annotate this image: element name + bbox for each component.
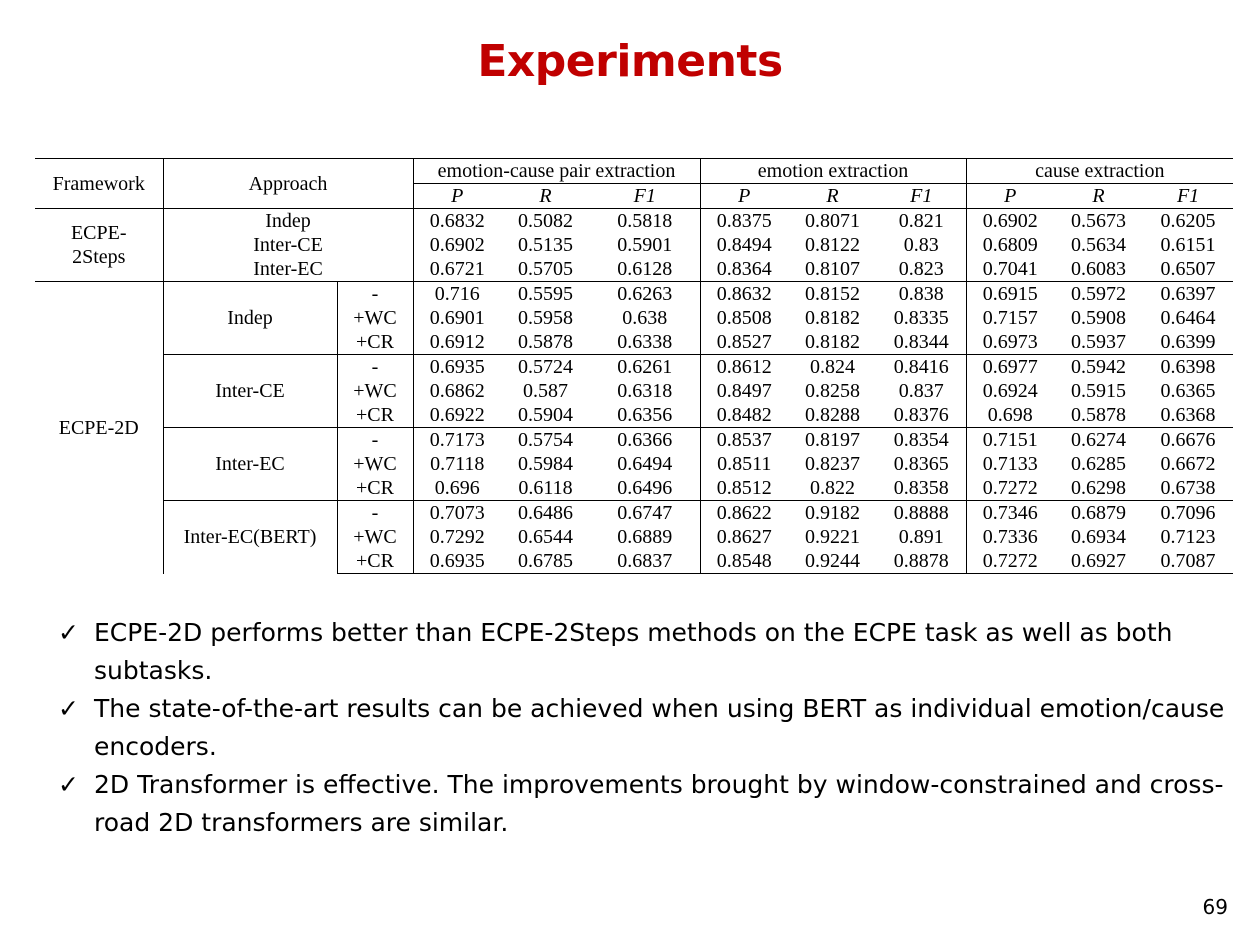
value-cell: 0.6298: [1071, 477, 1127, 499]
value-cell: 0.8358: [893, 477, 949, 499]
value-cell: 0.6901: [413, 306, 501, 330]
value-cell: 0.8365: [893, 453, 949, 475]
header-metric-f1: F1: [633, 185, 656, 207]
header-metric-p: P: [700, 184, 788, 209]
value-cell: 0.6368: [1160, 404, 1216, 426]
value-cell: 0.6318: [617, 380, 673, 402]
results-table: [35, 158, 1233, 574]
value-cell: 0.6889: [617, 526, 673, 548]
value-cell: 0.5673: [1054, 209, 1143, 234]
approach-cell: Indep: [163, 282, 337, 355]
variant-cell: +CR: [337, 403, 413, 428]
value-cell: 0.8416: [877, 355, 966, 380]
value-cell: 0.6486: [501, 501, 590, 526]
value-cell: 0.6356: [617, 404, 673, 426]
header-group-emotion: emotion extraction: [700, 159, 966, 184]
value-cell: 0.8527: [700, 330, 788, 355]
value-cell: 0.8482: [700, 403, 788, 428]
value-cell: 0.7041: [966, 257, 1054, 282]
value-cell: 0.7173: [413, 428, 501, 453]
table-row: [35, 233, 1233, 257]
value-cell: 0.823: [898, 258, 944, 280]
header-metric-f1: F1: [910, 185, 933, 207]
variant-cell: +WC: [337, 452, 413, 476]
value-cell: 0.5595: [501, 282, 590, 307]
value-cell: 0.7123: [1160, 526, 1216, 548]
value-cell: 0.6128: [617, 258, 673, 280]
value-cell: 0.8071: [788, 209, 877, 234]
header-metric-p: P: [966, 184, 1054, 209]
value-cell: 0.8878: [877, 549, 966, 574]
bullet-item: [58, 690, 1228, 766]
value-cell: 0.6973: [966, 330, 1054, 355]
value-cell: 0.6399: [1160, 331, 1216, 353]
header-group-cause: cause extraction: [966, 159, 1233, 184]
value-cell: 0.7133: [966, 452, 1054, 476]
variant-cell: +WC: [337, 525, 413, 549]
value-cell: 0.824: [788, 355, 877, 380]
value-cell: 0.6676: [1143, 428, 1233, 453]
value-cell: 0.7073: [413, 501, 501, 526]
value-cell: 0.6832: [413, 209, 501, 234]
value-cell: 0.83: [903, 234, 939, 256]
table-row: [35, 355, 1233, 380]
value-cell: 0.7087: [1143, 549, 1233, 574]
variant-cell: +WC: [337, 306, 413, 330]
approach-cell: Inter-EC(BERT): [163, 501, 337, 574]
value-cell: 0.8107: [805, 258, 861, 280]
value-cell: 0.5984: [518, 453, 574, 475]
variant-cell: +CR: [337, 330, 413, 355]
value-cell: 0.6912: [413, 330, 501, 355]
value-cell: 0.6205: [1143, 209, 1233, 234]
value-cell: 0.5818: [590, 209, 700, 234]
value-cell: 0.696: [413, 476, 501, 501]
value-cell: 0.6672: [1160, 453, 1216, 475]
value-cell: 0.8632: [700, 282, 788, 307]
variant-cell: +WC: [337, 379, 413, 403]
value-cell: 0.6785: [501, 549, 590, 574]
value-cell: 0.5634: [1071, 234, 1127, 256]
table-row: [35, 428, 1233, 453]
value-cell: 0.6837: [590, 549, 700, 574]
value-cell: 0.716: [413, 282, 501, 307]
variant-cell: -: [337, 282, 413, 307]
value-cell: 0.8182: [805, 307, 861, 329]
framework-label: ECPE-2D: [58, 416, 139, 439]
value-cell: 0.8182: [805, 331, 861, 353]
value-cell: 0.7272: [966, 476, 1054, 501]
value-cell: 0.9182: [788, 501, 877, 526]
value-cell: 0.638: [622, 307, 668, 329]
value-cell: 0.7272: [966, 549, 1054, 574]
header-framework: Framework: [52, 172, 145, 195]
value-cell: 0.6721: [413, 257, 501, 282]
value-cell: 0.8344: [893, 331, 949, 353]
approach-cell: Inter-EC: [163, 428, 337, 501]
value-cell: 0.8511: [700, 452, 788, 476]
value-cell: 0.8497: [700, 379, 788, 403]
value-cell: 0.6274: [1054, 428, 1143, 453]
value-cell: 0.6902: [966, 209, 1054, 234]
value-cell: 0.5754: [501, 428, 590, 453]
value-cell: 0.6464: [1160, 307, 1216, 329]
value-cell: 0.838: [877, 282, 966, 307]
value-cell: 0.587: [523, 380, 569, 402]
value-cell: 0.6927: [1054, 549, 1143, 574]
approach-cell: Inter-CE: [163, 355, 337, 428]
page-number: 69: [1202, 895, 1228, 919]
value-cell: 0.8197: [788, 428, 877, 453]
bullet-item: [58, 766, 1228, 842]
value-cell: 0.5942: [1054, 355, 1143, 380]
value-cell: 0.5901: [617, 234, 673, 256]
value-cell: 0.6747: [590, 501, 700, 526]
checkmark-icon: ✓: [58, 770, 79, 799]
value-cell: 0.8612: [700, 355, 788, 380]
value-cell: 0.837: [898, 380, 944, 402]
bullet-list: [58, 614, 1228, 842]
value-cell: 0.8537: [700, 428, 788, 453]
value-cell: 0.6935: [413, 355, 501, 380]
value-cell: 0.5908: [1071, 307, 1127, 329]
variant-cell: +CR: [337, 549, 413, 574]
approach-cell: Inter-CE: [163, 233, 413, 257]
value-cell: 0.6494: [617, 453, 673, 475]
value-cell: 0.6151: [1160, 234, 1216, 256]
slide-title: Experiments: [477, 36, 783, 87]
value-cell: 0.6263: [590, 282, 700, 307]
variant-cell: -: [337, 355, 413, 380]
value-cell: 0.6915: [966, 282, 1054, 307]
value-cell: 0.6366: [590, 428, 700, 453]
bullet-text: 2D Transformer is effective. The improvements brought by window-constrained and cross-road 2D transformers are similar.: [94, 770, 1224, 837]
bullet-text: ECPE-2D performs better than ECPE-2Steps methods on the ECPE task as well as both subtasks.: [94, 618, 1173, 685]
value-cell: 0.8152: [788, 282, 877, 307]
value-cell: 0.7157: [966, 306, 1054, 330]
value-cell: 0.6261: [590, 355, 700, 380]
value-cell: 0.7346: [966, 501, 1054, 526]
value-cell: 0.5878: [518, 331, 574, 353]
value-cell: 0.8288: [805, 404, 861, 426]
value-cell: 0.8364: [700, 257, 788, 282]
value-cell: 0.891: [898, 526, 944, 548]
value-cell: 0.6083: [1071, 258, 1127, 280]
header-metric-f1: F1: [1176, 185, 1200, 207]
value-cell: 0.5878: [1071, 404, 1127, 426]
value-cell: 0.8627: [700, 525, 788, 549]
value-cell: 0.7336: [966, 525, 1054, 549]
value-cell: 0.7118: [413, 452, 501, 476]
value-cell: 0.9244: [788, 549, 877, 574]
variant-cell: -: [337, 501, 413, 526]
value-cell: 0.6977: [966, 355, 1054, 380]
value-cell: 0.6924: [966, 379, 1054, 403]
value-cell: 0.8512: [700, 476, 788, 501]
value-cell: 0.8494: [700, 233, 788, 257]
value-cell: 0.8354: [877, 428, 966, 453]
value-cell: 0.6507: [1160, 258, 1216, 280]
value-cell: 0.6365: [1160, 380, 1216, 402]
value-cell: 0.6338: [617, 331, 673, 353]
value-cell: 0.7151: [966, 428, 1054, 453]
value-cell: 0.7096: [1143, 501, 1233, 526]
framework-label: ECPE-: [70, 222, 127, 244]
value-cell: 0.8622: [700, 501, 788, 526]
value-cell: 0.7292: [413, 525, 501, 549]
header-metric-r: R: [539, 185, 552, 207]
value-cell: 0.5904: [518, 404, 574, 426]
value-cell: 0.9221: [805, 526, 861, 548]
table-row: [35, 282, 1233, 307]
checkmark-icon: ✓: [58, 694, 79, 723]
results-table-body: [35, 209, 1233, 574]
value-cell: 0.5724: [501, 355, 590, 380]
value-cell: 0.8122: [805, 234, 861, 256]
value-cell: 0.8508: [700, 306, 788, 330]
header-metric-r: R: [826, 185, 839, 207]
value-cell: 0.8375: [700, 209, 788, 234]
checkmark-icon: ✓: [58, 618, 79, 647]
approach-cell: Indep: [163, 209, 413, 234]
header-metric-r: R: [1092, 185, 1105, 207]
value-cell: 0.6934: [1071, 526, 1127, 548]
header-group-pair: emotion-cause pair extraction: [413, 159, 700, 184]
framework-cell: [35, 282, 163, 574]
framework-cell: [35, 209, 163, 282]
value-cell: 0.6879: [1054, 501, 1143, 526]
value-cell: 0.8237: [805, 453, 861, 475]
value-cell: 0.5958: [518, 307, 574, 329]
value-cell: 0.6398: [1143, 355, 1233, 380]
value-cell: 0.8335: [893, 307, 949, 329]
value-cell: 0.6738: [1160, 477, 1216, 499]
value-cell: 0.698: [966, 403, 1054, 428]
value-cell: 0.6285: [1071, 453, 1127, 475]
value-cell: 0.822: [810, 477, 856, 499]
value-cell: 0.6809: [966, 233, 1054, 257]
value-cell: 0.5135: [518, 234, 574, 256]
variant-cell: -: [337, 428, 413, 453]
value-cell: 0.8376: [893, 404, 949, 426]
value-cell: 0.8548: [700, 549, 788, 574]
value-cell: 0.6544: [518, 526, 574, 548]
table-row: [35, 257, 1233, 282]
approach-cell: Inter-EC: [163, 257, 413, 282]
value-cell: 0.6118: [518, 477, 573, 499]
value-cell: 0.6862: [413, 379, 501, 403]
value-cell: 0.5082: [501, 209, 590, 234]
value-cell: 0.5972: [1054, 282, 1143, 307]
value-cell: 0.5705: [518, 258, 574, 280]
variant-cell: +CR: [337, 476, 413, 501]
value-cell: 0.6902: [413, 233, 501, 257]
value-cell: 0.8258: [805, 380, 861, 402]
bullet-text: The state-of-the-art results can be achieved when using BERT as individual emotion/cause encoders.: [94, 694, 1225, 761]
value-cell: 0.5937: [1071, 331, 1127, 353]
bullet-item: [58, 614, 1228, 690]
table-row: [35, 501, 1233, 526]
framework-label: 2Steps: [72, 246, 126, 268]
value-cell: 0.6496: [617, 477, 673, 499]
value-cell: 0.8888: [877, 501, 966, 526]
value-cell: 0.6922: [413, 403, 501, 428]
header-metric-p: P: [413, 184, 501, 209]
value-cell: 0.6397: [1143, 282, 1233, 307]
value-cell: 0.6935: [413, 549, 501, 574]
table-row: [35, 209, 1233, 234]
header-approach: Approach: [163, 159, 413, 209]
value-cell: 0.821: [877, 209, 966, 234]
value-cell: 0.5915: [1071, 380, 1127, 402]
